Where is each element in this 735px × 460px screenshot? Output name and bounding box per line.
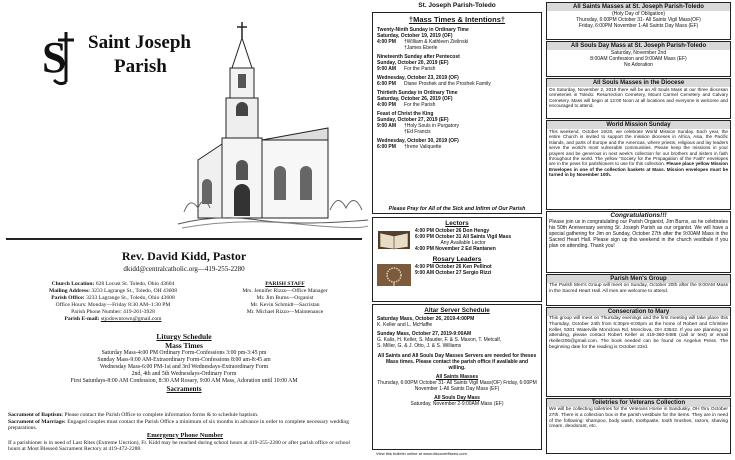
mission-box [546,120,731,210]
mass-intention: †James Eberle [404,45,438,51]
altar-allsouls-text: Saturday, November 2-9:00AM Mass (EF) [410,401,504,407]
allsaints-box [546,2,731,40]
lector-line: 6:00 PM October 31 All Saints Vigil Mass [415,234,512,240]
allsouls-line: Saturday, November 2nd [610,50,667,56]
parish-name-line1: Saint Joseph [88,32,191,53]
address-line: Mailing Address: 3233 Lagrange St., Toledo, OH 43608 [48,288,178,294]
mass-time [377,45,401,51]
mens-group-text: The Parish Men's Group will meet on Sunday, October 20th after the 9:00AM Mass in the Sacred Heart Hall. All men are welcome to attend. [549,283,728,294]
altar-server-box [372,304,542,450]
mass-intention-row [377,144,537,150]
front-divider [6,238,362,240]
allsouls-line: 8:00AM Confession and 9:00AM Mass (EF) [590,56,687,62]
altar-line: S. Miller, G. & J. Otto, J. & S. Williams [377,343,462,349]
consecration-text: This group will meet on Thursday evenings and the first meeting will take place this Thursday, October 24th from 6:30pm-8:00pm at the home of Robert and Christine Keller, 5301 Waterville Monclova Rd, Monclova, OH 43542. If you are planning on attending, please contact Robert Keller at 419-360-0488 (call or text) or email rkeller206@gmail.com. The book needed can be found on Angelus Press. The beginning date for the reading is October 23rd. [549,316,728,350]
mass-time: 4:00 PM [377,39,396,45]
mass-intention-row [377,66,537,72]
emergency-text: If a parishioner is in need of Last Rites (Extreme Unction), Fr. Kidd may be reached during school hours at 419-255-2280 or after parish office or school hours at Most Blessed Sacrament Rectory at 419-472-2288. [8,439,350,453]
lectors-heading: Lectors [445,220,469,227]
church-illustration [178,20,368,230]
liturgy-line: Sunday Mass-9:00 AM-Extraordinary Form-Confessions 8:00 am-8:45 am [97,357,271,363]
mass-times-title: †Mass Times & Intentions† [408,15,506,24]
mass-intention: For the Parish [404,66,436,72]
lector-line: 4:00 PM October 26 Don Hengy [415,228,490,234]
sacraments-heading: Sacraments [166,385,202,393]
mass-group-date: Wednesday, October 30, 2019 (OF) [377,138,459,144]
rosary-line: 9:00 AM October 27 Sergio Rizzi [415,270,492,276]
altar-allsaints-text: Thursday, 6:00PM October 31- All Saints Vigil Mass(OF) Friday, 6:00PM November 1-All Saints Day Mass (EF) [377,380,537,392]
address-line: Parish E-mail: stjodowntown@gmail.com [64,316,162,322]
lectors-box [372,217,542,302]
pastor-title: Rev. David Kidd, Pastor [121,249,247,263]
inside-page [368,0,735,460]
mass-time [377,129,401,135]
lector-line: 4:00 PM November 2 Ed Rantanen [415,246,496,252]
allsaints-heading: All Saints Masses at St. Joseph Parish-Toledo [547,3,730,11]
sacraments-block [8,412,362,453]
address-block [8,281,218,323]
diocese-box [546,78,731,119]
mass-intentions-list [377,27,537,150]
mass-time: 9:00 AM [377,66,396,72]
mass-group [377,75,537,87]
mass-group-title: Twenty-Ninth Sunday in Ordinary Time [377,27,469,33]
marriage-info: Sacrament of Marriage: Engaged couples must contact the Parish Office a minimum of six months in advance in order to complete necessary wedding preparations. [8,418,350,432]
mens-group-heading: Parish Men's Group [547,275,730,283]
mass-intention: †Irene Valiquette [404,144,442,150]
mass-group-date: Sunday, October 27, 2019 (EF) [377,117,449,123]
toiletries-box [546,398,731,454]
mass-time: 6:00 PM [377,144,396,150]
rosary-row [377,264,537,286]
staff-line: Mr. Jim Burns—Organist [256,295,314,301]
diocese-text: On Saturday, November 2, 2019 there will be an All Souls Mass at our three diocesan cemeteries in Toledo: Resurrection Cemetery, Mount Carmel Cemetery and Calvary Cemetery. Mass will begin at 12:00 Noon at all locations and everyone is welcome and encouraged to attend. [549,87,728,108]
mission-heading: World Mission Sunday [547,121,730,129]
altar-allsouls-heading: All Souls Day Mass [434,395,480,401]
staff-line: Mrs. Jennifer Rizzo—Office Manager [242,288,328,294]
footer-note: View this bulletin online at www.discoverffaces.com [376,451,467,456]
emergency-heading: Emergency Phone Number [146,431,224,439]
staff-line: Mr. Kevin Schmidt—Sacristan [250,302,320,308]
mass-intention-row [377,81,537,87]
mass-group-title: Feast of Christ the King [377,111,434,117]
address-line: Church Location: 628 Locust St. Toledo, Ohio 43604 [51,281,175,287]
mass-group-date: Sunday, October 20, 2019 (EF) [377,60,449,66]
consecration-heading: Consecration to Mary [547,308,730,316]
altar-lines [377,316,537,349]
congrats-box [546,211,731,273]
pray-line: Please Pray for All of the Sick and Infirm of Our Parish [388,206,526,212]
staff-block [210,281,360,316]
running-head: St. Joseph Parish-Toledo [418,2,496,9]
rosary-icon [377,264,411,286]
toiletries-text: We will be collecting toiletries for the Veterans Home in Sandusky, OH thru October 27th. There is a collection box in the parish vestibule for the items. They are in need of the following: shampoo, body wash, toothpaste, tooth brushes, razors, shaving cream, deodorant, etc. [549,407,728,430]
mass-group [377,27,537,51]
address-line: Parish Office: 3233 Lagrange St., Toledo, Ohio 43608 [51,295,175,301]
altar-heading: Altar Server Schedule [424,307,490,314]
mass-group-title: Thirtieth Sunday in Ordinary Time [377,90,458,96]
mass-group-date: Saturday, October 26, 2019 (OF) [377,96,453,102]
rosary-lines [415,264,492,286]
altar-note: All Saints and All Souls Day Masses Servers are needed for theses Mass times. Please contact the parish office if available and willing. [377,353,537,371]
parish-monogram-logo [40,28,82,86]
open-bible-icon [377,228,411,250]
mass-group [377,54,537,72]
mass-time: 9:00 AM [377,123,396,129]
mass-intention: †William & Kathleen Zielinski [404,39,469,45]
rosary-line: 4:00 PM October 26 Ken Pellinot [415,264,492,270]
liturgy-line: Saturday Mass-4:00 PM Ordinary Form-Confessions 3:00 pm-3:45 pm [101,350,267,356]
congrats-heading: Congratulations!!! [610,212,667,219]
allsaints-line: Friday, 6:00PM November 1-All Saints Day Mass (EF) [578,23,699,29]
address-line: Office Hours: Monday—Friday 8:30 AM–1:30 PM [55,302,171,308]
staff-heading: PARISH STAFF [265,281,305,287]
mass-group [377,138,537,150]
mass-group-date: Wednesday, October 23, 2019 (OF) [377,75,459,81]
mass-times-box [372,12,542,214]
svg-text:S: S [42,33,67,82]
address-line: Parish Phone Number: 419-261-3928 [71,309,155,315]
rosary-heading: Rosary Leaders [432,256,482,263]
lector-line: Any Available Lector [440,240,486,246]
liturgy-line: Wednesday Mass-6:00 PM-1st and 3rd Wednesdays-Extraordinary Form [99,364,269,370]
altar-line: Sunday Mass, October 27, 2019-9:00AM [377,331,472,337]
mass-group [377,111,537,135]
congrats-text: Please join us in congratulating our Parish Organist, Jim Burns, as he celebrates his 50th Anniversary serving St. Joseph Parish as our organist. We will have a special gathering for Jim on Sunday, October 27th after the 9:00AM Mass in the Sacred Heart Hall. Please sign up this weekend in the church vestibule if you plan on attending. Thank you! [549,219,728,249]
mass-intention-row [377,45,537,51]
altar-line: Saturday Mass, October 26, 2019-4:00PM [377,316,475,322]
liturgy-line: First Saturdays-8:00 AM Confession, 8:30 AM Rosary, 9:00 AM Mass, Adoration until 10:00 AM [70,378,298,384]
diocese-heading: All Souls Masses in the Diocese [547,79,730,87]
allsaints-line: Thursday, 6:00PM October 31- All Saints Vigil Mass(OF) [576,17,701,23]
lectors-row [377,228,537,252]
mass-group [377,90,537,108]
mass-time: 6:00 PM [377,81,396,87]
altar-allsaints-heading: All Saints Masses [435,374,479,380]
allsouls-line: No Adoration [624,62,653,68]
toiletries-heading: Toiletries for Veterans Collection [547,399,730,407]
allsouls-heading: All Souls Day Mass at St. Joseph Parish-Toledo [547,42,730,50]
mass-group-date: Saturday, October 19, 2019 (OF) [377,33,453,39]
mission-text: This weekend, October 19/20, we celebrate World Mission Sunday. Each year, the entire Church is invited to support the mission dioceses in Africa, Asia, the Pacific Islands, and parts of Europe and the Americas, where priests, religious and lay leaders serve the world's most vulnerable communities. Please keep the missions in your prayers and be generous in next week's collection for our brothers and sisters in faith throughout the world. The yellow "Society for the Propagation of the Faith" envelopes are in the pews for parishioners to use for this collection. Please place yellow Mission Envelopes in one of the collection baskets at Mass. Mission envelopes must be turned in by November 10th. [549,129,728,178]
mass-intention-row [377,102,537,108]
mass-intention-row [377,129,537,135]
allsaints-line: (Holy Day of Obligation) [611,11,666,17]
altar-line: K. Keller and L. McHaffie [377,322,433,328]
consecration-box [546,307,731,397]
pastor-contact: dkidd@centralcatholic.org—419-255-2280 [123,265,245,273]
mass-times-heading: Mass Times [165,341,203,350]
lectors-lines [415,228,511,252]
mass-group-title: Nineteenth Sunday after Pentecost [377,54,460,60]
allsouls-box [546,41,731,77]
liturgy-heading: Liturgy Schedule [156,332,212,341]
mens-group-box [546,274,731,306]
mass-time: 4:00 PM [377,102,396,108]
staff-line: Mr. Michael Rizzo—Maintenance [246,309,324,315]
altar-line: G. Kalis, H. Keller, S. Mauder, F. & S. Maxon, T. Metcalf, [377,337,502,343]
mass-intention: †Ed Francis [404,129,431,135]
liturgy-block [6,332,362,393]
mass-intention: †Holy Souls in Purgatory [404,123,460,129]
parish-name-line2: Parish [114,56,167,77]
email-link[interactable]: stjodowntown@gmail.com [100,316,162,322]
liturgy-line: 2nd, 4th and 5th Wednesdays-Ordinary Form [131,371,237,377]
baptism-info: Sacrament of Baptism: Please contact the Parish Office to complete information forms & to schedule baptism. [8,412,259,418]
mass-intention: For the Parish [404,102,436,108]
mass-intention: Diane Proshek and the Proshek Family [404,81,491,87]
